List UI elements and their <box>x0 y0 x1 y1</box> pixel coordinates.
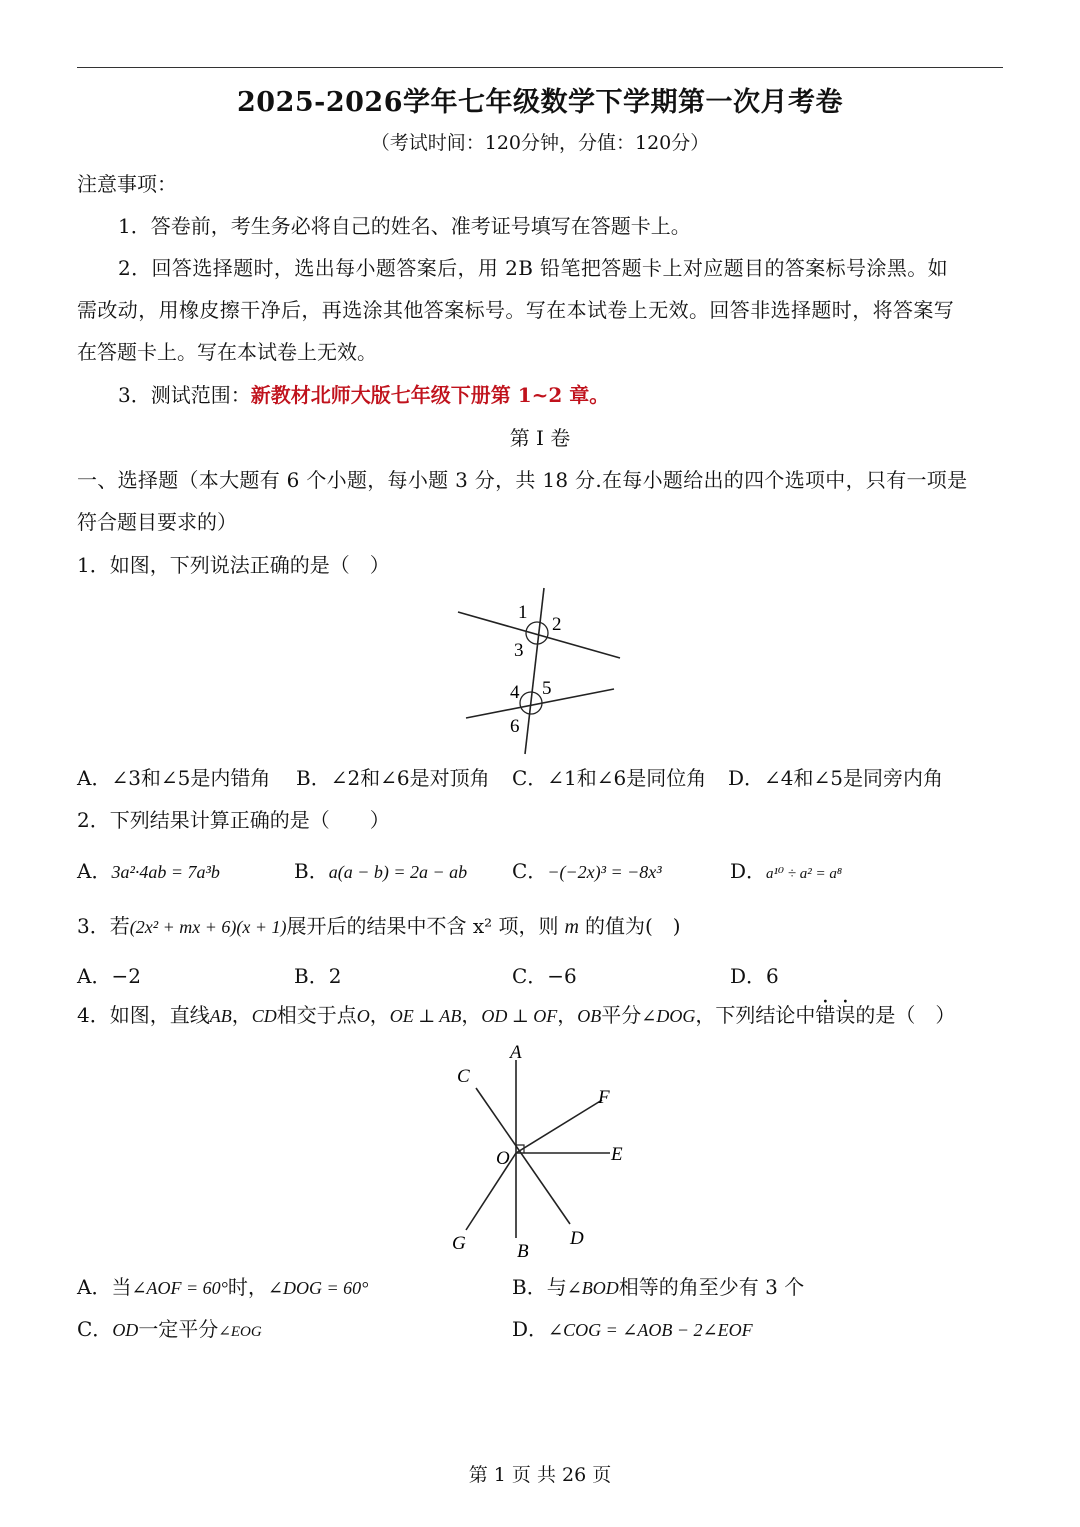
q4-stem-o: O <box>356 1006 370 1026</box>
q4-stem-ob: OB <box>577 1006 602 1026</box>
q3-option-d: D．6 <box>730 964 779 988</box>
q4-option-d <box>512 1315 753 1344</box>
q3-option-c: C．−6 <box>512 964 577 988</box>
q4-label-f: F <box>598 1087 610 1108</box>
header-rule <box>77 67 1003 68</box>
q3-stem-expr: (2x² + mx + 6)(x + 1) <box>129 917 287 937</box>
q2-option-a-expr: 3a²·4ab = 7a³b <box>111 862 220 882</box>
q4-option-a-label: A．当 <box>77 1275 132 1299</box>
q1-angle-label-3: 3 <box>514 640 524 661</box>
q4-stem-comma-2: ， <box>369 1003 390 1027</box>
notice-item-3-prefix: 3．测试范围： <box>118 383 251 407</box>
q4-label-e: E <box>611 1144 623 1165</box>
q3-stem-prefix: 3．若 <box>77 914 130 938</box>
q4-label-d: D <box>570 1228 584 1249</box>
volume-label: 第 I 卷 <box>509 426 571 450</box>
q4-option-b <box>512 1273 804 1302</box>
q1-transversal <box>525 588 544 754</box>
q4-option-a <box>77 1273 368 1302</box>
q1-angle-label-2: 2 <box>552 614 562 635</box>
q1-angle-label-1: 1 <box>518 602 528 623</box>
q4-option-c <box>77 1315 262 1346</box>
q2-option-b <box>294 857 467 886</box>
q3-stem <box>77 912 681 941</box>
q3-option-a: A．−2 <box>77 964 141 988</box>
page-number: 第 1 页 共 26 页 <box>468 1464 612 1486</box>
q4-option-a-mid: 时， <box>227 1275 268 1299</box>
q1-stem: 1．如图，下列说法正确的是（ ） <box>77 553 390 577</box>
q3-option-b: B．2 <box>294 964 342 988</box>
q4-label-a: A <box>510 1042 522 1063</box>
q2-option-b-expr: a(a − b) = 2a − ab <box>328 862 468 882</box>
q4-stem-cond-1: OE ⊥ AB <box>389 1006 462 1026</box>
q4-stem-angle: ∠DOG <box>641 1006 696 1026</box>
q1-angle-label-6: 6 <box>510 716 520 737</box>
q2-option-d <box>730 857 842 888</box>
q4-option-c-rest: 一定平分 <box>138 1317 219 1341</box>
q4-emphasis-wu: 误 <box>835 1003 856 1027</box>
q2-option-d-label: D． <box>730 859 767 883</box>
q1-line-lower <box>466 689 614 718</box>
q4-label-g: G <box>452 1233 466 1254</box>
q2-option-c-label: C． <box>512 859 548 883</box>
q4-option-d-label: D． <box>512 1317 549 1341</box>
q4-stem-comma-3: ， <box>461 1003 482 1027</box>
notice-item-1: 1．答卷前，考生务必将自己的姓名、准考证号填写在答题卡上。 <box>118 214 691 238</box>
q4-line-cd <box>476 1088 570 1224</box>
q3-stem-suffix: 的值为( ) <box>584 914 681 938</box>
q1-option-c: C．∠1和∠6是同位角 <box>512 766 707 790</box>
q1-option-b: B．∠2和∠6是对顶角 <box>296 766 490 790</box>
q4-option-b-expr: ∠BOD <box>566 1278 619 1298</box>
notice-item-3 <box>118 381 609 409</box>
q4-stem-cond-2: OD ⊥ OF <box>481 1006 558 1026</box>
q4-stem <box>77 1001 955 1030</box>
q4-stem-prefix: 4．如图，直线 <box>77 1003 210 1027</box>
q1-figure <box>450 582 630 760</box>
q4-stem-comma-1: ， <box>231 1003 252 1027</box>
q3-stem-middle: 展开后的结果中不含 x² 项，则 <box>286 914 559 938</box>
q4-option-c-expr-2: ∠EOG <box>218 1324 262 1340</box>
q1-angle-label-5: 5 <box>542 678 552 699</box>
q4-emphasis-cuo: 错 <box>815 1003 836 1027</box>
q2-option-d-expr: a¹⁰ ÷ a² = a⁸ <box>766 866 843 882</box>
test-scope: 新教材北师大版七年级下册第 1~2 章。 <box>250 383 610 407</box>
section-heading-line-2: 符合题目要求的） <box>77 510 237 534</box>
q4-option-c-expr: OD <box>112 1320 139 1340</box>
q1-option-d: D．∠4和∠5是同旁内角 <box>728 766 943 790</box>
q4-label-c: C <box>457 1066 470 1087</box>
notice-item-2-line-2: 需改动，用橡皮擦干净后，再选涂其他答案标号。写在本试卷上无效。回答非选择题时，将答案写 <box>77 298 955 322</box>
q4-label-o: O <box>496 1148 510 1169</box>
exam-title: 2025-2026学年七年级数学下学期第一次月考卷 <box>237 87 843 118</box>
q1-angle-label-4: 4 <box>510 682 520 703</box>
q4-label-b: B <box>517 1241 529 1262</box>
q4-figure <box>440 1038 640 1264</box>
q4-option-a-expr: ∠AOF = 60° <box>131 1278 228 1298</box>
q4-stem-text-2: 平分 <box>601 1003 642 1027</box>
q4-option-d-expr: ∠COG = ∠AOB − 2∠EOF <box>548 1320 753 1340</box>
q2-option-c <box>512 857 662 886</box>
q2-option-a-label: A． <box>77 859 112 883</box>
notice-item-2-line-3: 在答题卡上。写在本试卷上无效。 <box>77 340 377 364</box>
q4-option-c-label: C． <box>77 1317 113 1341</box>
q2-stem: 2．下列结果计算正确的是（ ） <box>77 808 390 832</box>
notice-item-2-line-1: 2．回答选择题时，选出每小题答案后，用 2B 铅笔把答题卡上对应题目的答案标号涂黑。如 <box>118 256 949 280</box>
q1-option-a: A．∠3和∠5是内错角 <box>77 766 271 790</box>
q4-option-b-rest: 相等的角至少有 3 个 <box>618 1275 805 1299</box>
q4-stem-text-4: 的是（ ） <box>855 1003 956 1027</box>
notice-heading: 注意事项： <box>77 172 177 196</box>
q4-stem-text-1: 相交于点 <box>276 1003 357 1027</box>
section-heading-line-1: 一、选择题（本大题有 6 个小题，每小题 3 分，共 18 分.在每小题给出的四个选项中，只有一项是 <box>77 468 968 492</box>
q4-option-b-label: B．与 <box>512 1275 567 1299</box>
q4-stem-text-3: ，下列结论中 <box>695 1003 816 1027</box>
q4-stem-cd: CD <box>251 1006 277 1026</box>
q4-stem-comma-4: ， <box>557 1003 578 1027</box>
q3-stem-var: m <box>564 916 579 938</box>
q4-ray-of <box>516 1100 602 1153</box>
q4-stem-ab: AB <box>209 1006 232 1026</box>
q2-option-a <box>77 857 220 886</box>
q2-option-b-label: B． <box>294 859 329 883</box>
q4-option-a-expr-2: ∠DOG = 60° <box>267 1278 369 1298</box>
exam-subtitle: （考试时间：120分钟，分值：120分） <box>370 132 710 154</box>
q2-option-c-expr: −(−2x)³ = −8x³ <box>547 862 662 882</box>
